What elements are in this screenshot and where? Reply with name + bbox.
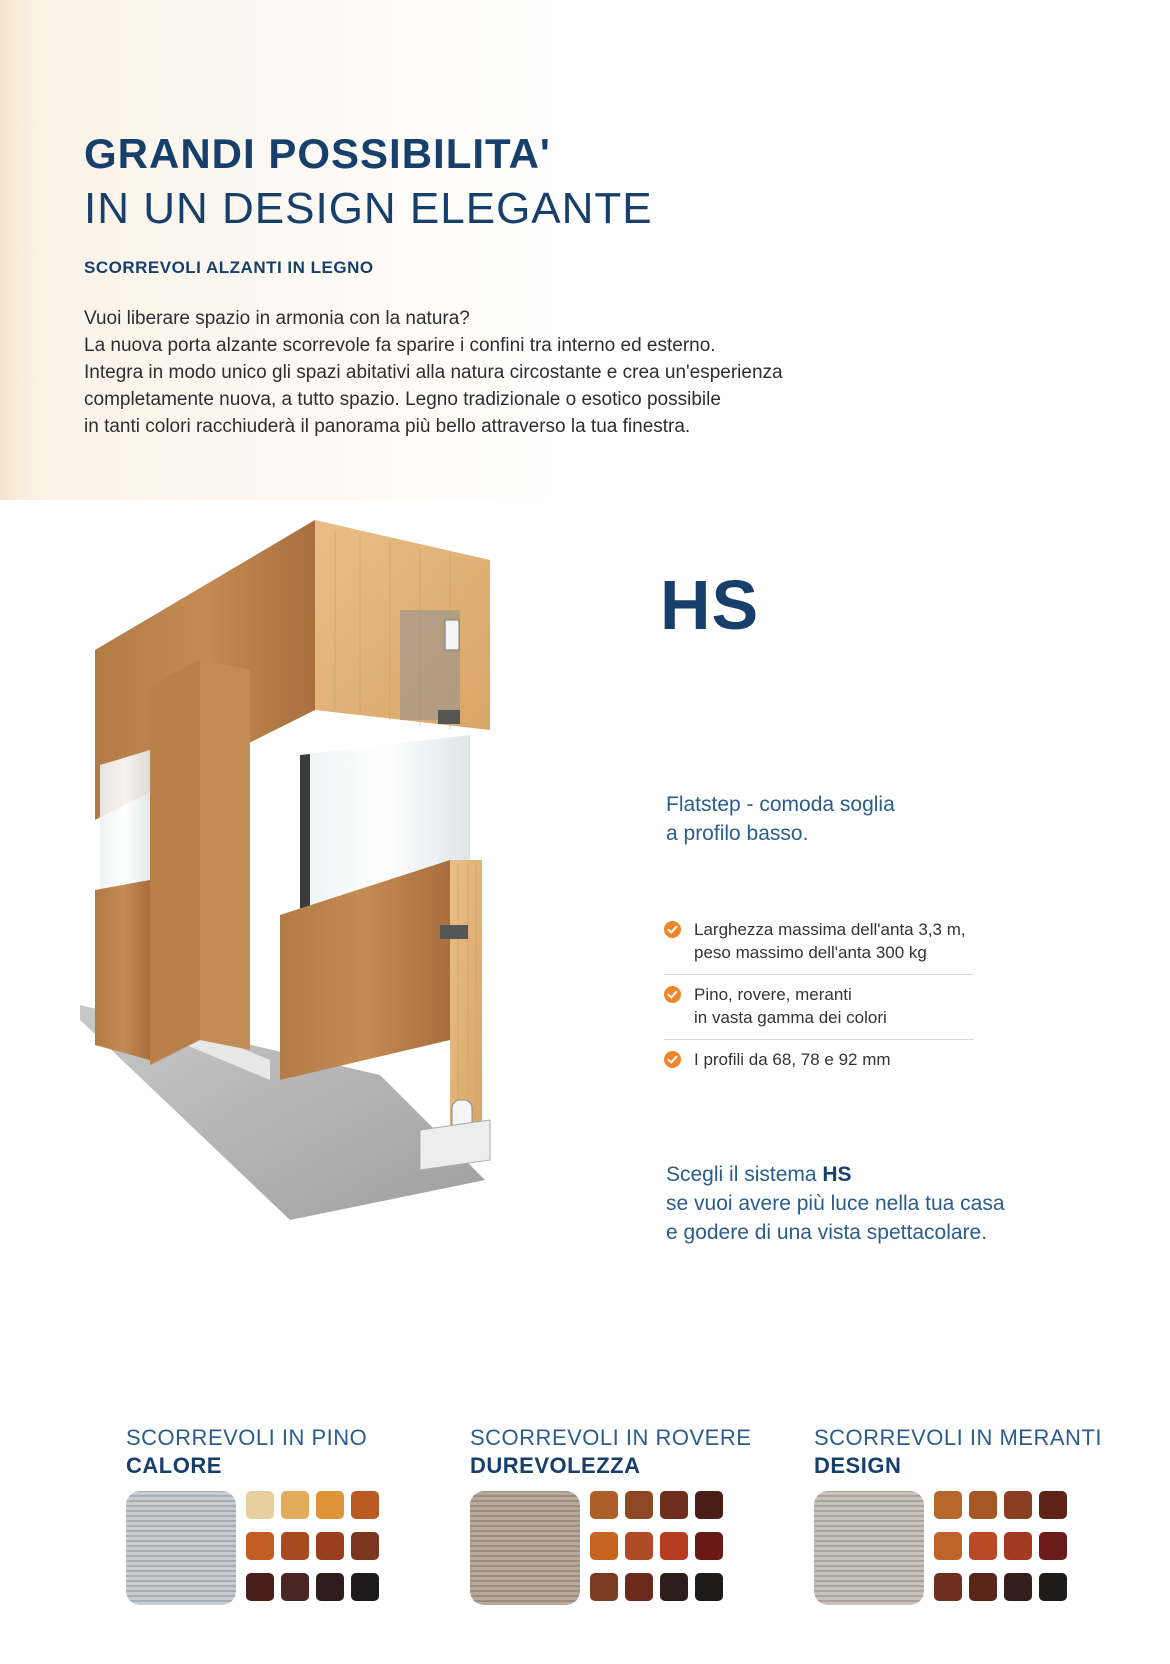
page-title: GRANDI POSSIBILITA': [84, 130, 551, 177]
intro-line: Integra in modo unico gli spazi abitativi alla natura circostante e crea un'esperienza: [84, 362, 783, 383]
feature-list: [664, 910, 974, 1081]
color-swatch-grid: [246, 1491, 379, 1601]
color-swatch: [246, 1573, 274, 1601]
color-swatch: [590, 1532, 618, 1560]
color-swatch: [351, 1532, 379, 1560]
color-swatch: [316, 1532, 344, 1560]
intro-line: completamente nuova, a tutto spazio. Legno tradizionale o esotico possibile: [84, 389, 721, 410]
feature-item: [664, 1040, 974, 1081]
color-swatch: [625, 1491, 653, 1519]
intro-line: La nuova porta alzante scorrevole fa sparire i confini tra interno ed esterno.: [84, 335, 716, 356]
feature-item: [664, 975, 974, 1040]
feature-text: Pino, rovere, meranti: [694, 985, 852, 1004]
color-swatch: [590, 1491, 618, 1519]
choose-prefix: Scegli il sistema: [666, 1163, 823, 1186]
group-subtitle: DESIGN: [814, 1453, 902, 1478]
wood-texture-swatch: [470, 1491, 580, 1605]
swatch-row: [126, 1491, 456, 1609]
feature-text: in vasta gamma dei colori: [694, 1008, 887, 1027]
color-swatch: [590, 1573, 618, 1601]
color-swatch: [281, 1491, 309, 1519]
color-swatch: [246, 1532, 274, 1560]
product-name: HS: [660, 566, 760, 644]
color-swatch: [281, 1573, 309, 1601]
group-subtitle: CALORE: [126, 1453, 222, 1478]
color-swatch: [695, 1491, 723, 1519]
color-swatch: [1004, 1532, 1032, 1560]
color-swatch: [625, 1532, 653, 1560]
color-swatch: [1039, 1573, 1067, 1601]
page-subtitle: IN UN DESIGN ELEGANTE: [84, 184, 653, 233]
group-title: SCORREVOLI IN MERANTI: [814, 1425, 1102, 1450]
check-icon: [664, 1051, 681, 1068]
group-title: SCORREVOLI IN PINO: [126, 1425, 368, 1450]
intro-paragraph: [84, 305, 984, 440]
call-to-action-text: [666, 1160, 1005, 1247]
choose-line: e godere di una vista spettacolare.: [666, 1221, 988, 1244]
group-pino: [126, 1425, 456, 1609]
choose-line: se vuoi avere più luce nella tua casa: [666, 1192, 1005, 1215]
color-swatch: [934, 1491, 962, 1519]
feature-text: I profili da 68, 78 e 92 mm: [694, 1050, 891, 1069]
color-swatch: [660, 1573, 688, 1601]
check-icon: [664, 986, 681, 1003]
swatch-row: [470, 1491, 800, 1609]
color-swatch: [625, 1573, 653, 1601]
flatstep-line: a profilo basso.: [666, 822, 809, 845]
section-label: SCORREVOLI ALZANTI IN LEGNO: [84, 258, 374, 277]
color-swatch: [695, 1532, 723, 1560]
color-swatch: [351, 1491, 379, 1519]
color-swatch: [281, 1532, 309, 1560]
group-meranti: [814, 1425, 1144, 1609]
color-swatch: [1004, 1491, 1032, 1519]
color-swatch: [660, 1532, 688, 1560]
flatstep-caption: [666, 790, 895, 848]
door-section-illustration: [70, 520, 550, 1300]
intro-line: Vuoi liberare spazio in armonia con la natura?: [84, 308, 470, 329]
color-swatch: [660, 1491, 688, 1519]
choose-line: [666, 1160, 1005, 1189]
color-swatch: [316, 1491, 344, 1519]
feature-text: peso massimo dell'anta 300 kg: [694, 943, 927, 962]
color-swatch: [246, 1491, 274, 1519]
group-title: SCORREVOLI IN ROVERE: [470, 1425, 752, 1450]
intro-line: in tanti colori racchiuderà il panorama più bello attraverso la tua finestra.: [84, 416, 691, 437]
color-swatch: [934, 1573, 962, 1601]
flatstep-line: Flatstep - comoda soglia: [666, 793, 895, 816]
group-subtitle: DUREVOLEZZA: [470, 1453, 641, 1478]
color-swatch: [695, 1573, 723, 1601]
color-swatch: [351, 1573, 379, 1601]
color-swatch: [969, 1491, 997, 1519]
color-swatch-grid: [934, 1491, 1067, 1601]
color-swatch-grid: [590, 1491, 723, 1601]
feature-text: Larghezza massima dell'anta 3,3 m,: [694, 920, 966, 939]
swatch-row: [814, 1491, 1144, 1609]
wood-texture-swatch: [814, 1491, 924, 1605]
check-icon: [664, 921, 681, 938]
feature-item: [664, 910, 974, 975]
color-swatch: [934, 1532, 962, 1560]
choose-bold: HS: [822, 1163, 852, 1186]
wood-texture-swatch: [126, 1491, 236, 1605]
color-swatch: [316, 1573, 344, 1601]
color-swatch: [969, 1573, 997, 1601]
group-rovere: [470, 1425, 800, 1609]
color-swatch: [969, 1532, 997, 1560]
color-swatch: [1039, 1491, 1067, 1519]
color-swatch: [1004, 1573, 1032, 1601]
color-swatch: [1039, 1532, 1067, 1560]
